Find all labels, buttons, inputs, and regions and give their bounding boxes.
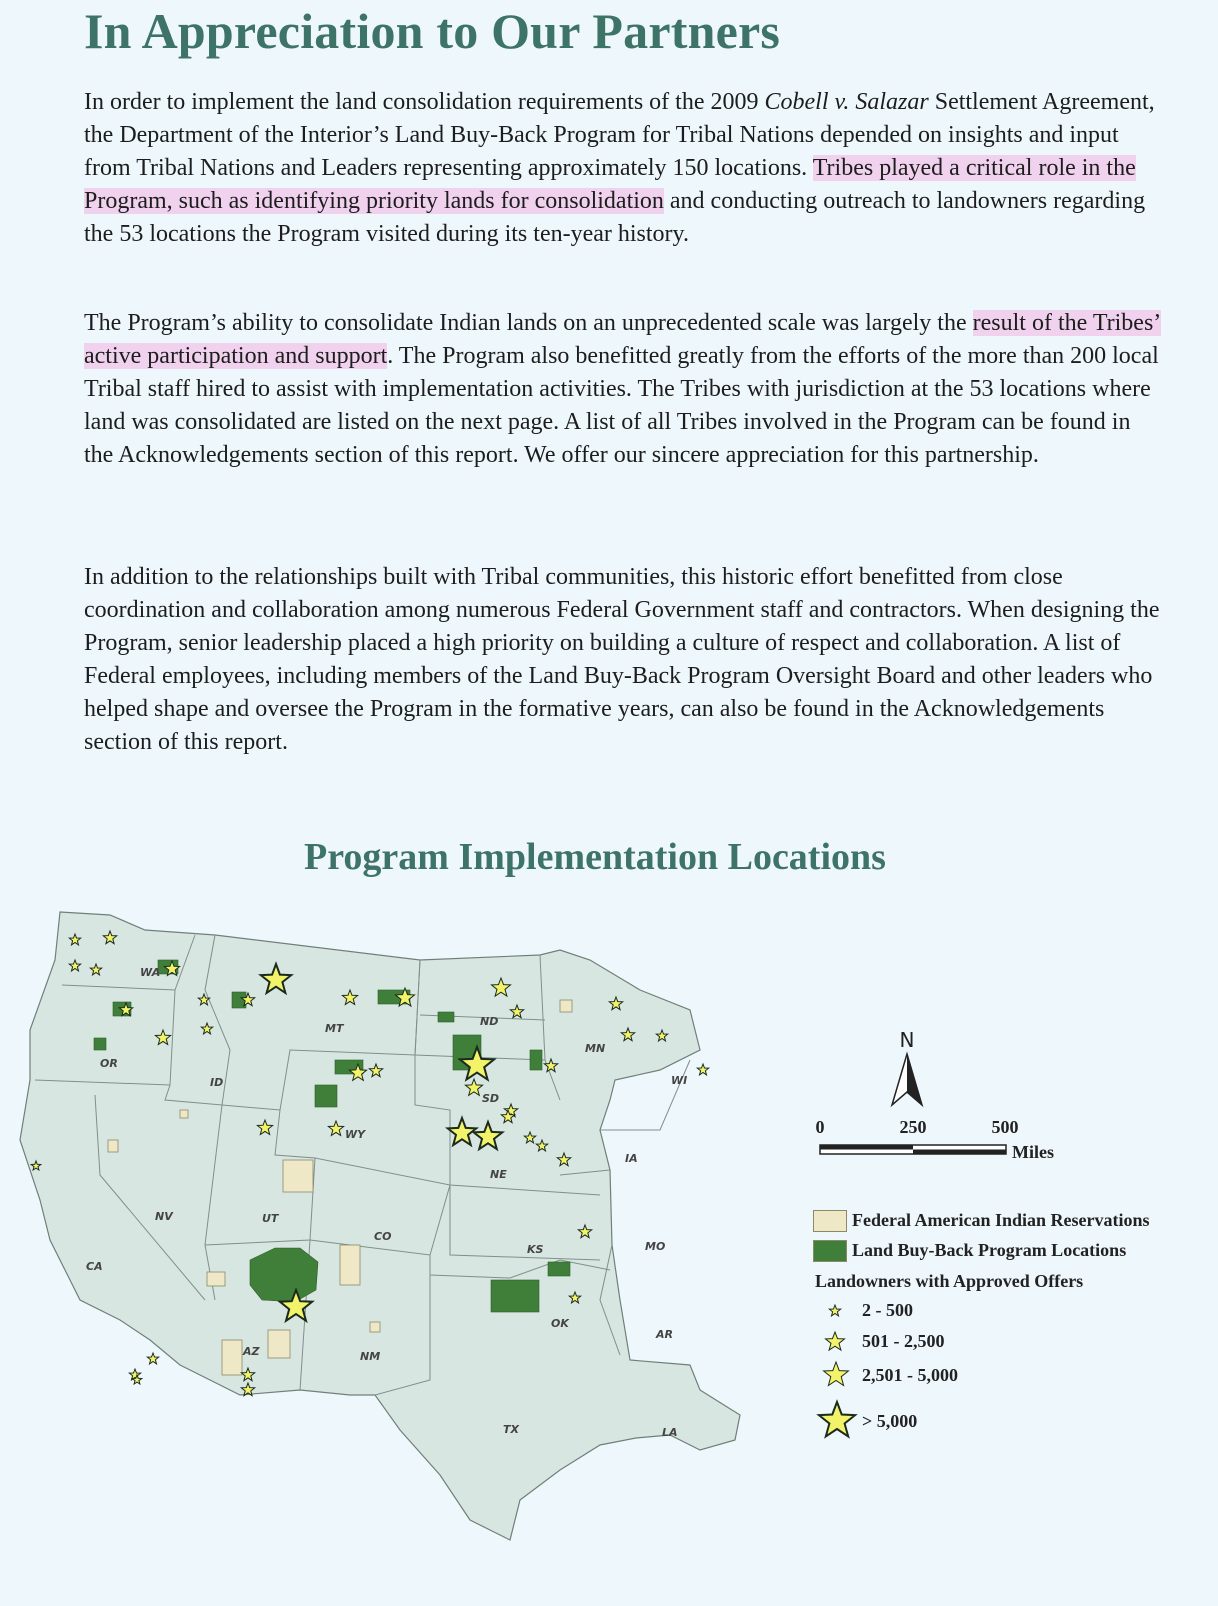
state-label: LA [662, 1426, 678, 1439]
svg-text:0: 0 [815, 1117, 825, 1137]
highlight: Tribes played a critical role in the Program, such as identifying priority lands for consolidation [84, 155, 1136, 214]
state-label: NE [490, 1168, 507, 1181]
scale-bar [816, 1117, 1055, 1162]
state-label: MO [645, 1240, 666, 1253]
state-label: CO [374, 1230, 392, 1243]
svg-text:500: 500 [991, 1117, 1019, 1137]
us-map [0, 905, 1218, 1606]
state-label: KS [527, 1243, 544, 1256]
paragraph-3: In addition to the relationships built with Tribal communities, this historic effort benefitted from close coordination and collaboration among numerous Federal Government staff and contractors. When designing the Program, senior leadership placed a high priority on building a culture of respect and collaboration. A list of Federal employees, including members of the Land Buy-Back Program Oversight Board and other leaders who helped shape and oversee the Program in the formative years, can also be found in the Acknowledgements section of this report. [84, 564, 1160, 755]
state-label: MN [585, 1042, 606, 1055]
legend-locations: Land Buy-Back Program Locations [852, 1240, 1127, 1260]
state-label: NM [360, 1350, 381, 1363]
legend-size-3: 2,501 - 5,000 [862, 1365, 958, 1385]
state-label: WY [345, 1128, 366, 1141]
state-label: MT [325, 1022, 344, 1035]
state-label: UT [262, 1212, 279, 1225]
state-label: ID [210, 1076, 224, 1089]
star-icon [697, 1064, 708, 1075]
legend-reservations: Federal American Indian Reservations [852, 1210, 1150, 1230]
page-title: In Appreciation to Our Partners [84, 3, 781, 59]
paragraph-2: The Program’s ability to consolidate Indian lands on an unprecedented scale was largely the result of the Tribes’ active participation and support. The Program also benefitted greatly from the efforts of the more than 200 local Tribal staff hired to assist with implementation activities. The Tribes with jurisdiction at the 53 locations where land was consolidated are listed on the next page. A list of all Tribes involved in the Program can be found in the Acknowledgements section of this report. We offer our sincere appreciation for this partnership. [84, 310, 1162, 468]
state-label: CA [86, 1260, 103, 1273]
state-label: OK [551, 1317, 569, 1330]
state-label: WI [671, 1074, 688, 1087]
state-label: SD [482, 1092, 500, 1105]
north-arrow-icon [892, 1028, 922, 1105]
state-label: AR [656, 1328, 673, 1341]
paragraph-1: In order to implement the land consolidation requirements of the 2009 Cobell v. Salazar Settlement Agreement, the Department of the Interior’s Land Buy-Back Program for Tribal Nations depended on insights and input from Tribal Nations and Leaders representing approximately 150 locations. Tribes played a critical role in the Program, such as identifying priority lands for consolidation and conducting outreach to landowners regarding the 53 locations the Program visited during its ten-year history. [84, 89, 1155, 247]
legend-size-4: > 5,000 [862, 1411, 918, 1431]
star-icon [147, 1353, 158, 1364]
state-label: IA [625, 1152, 638, 1165]
legend-size-2: 501 - 2,500 [862, 1331, 945, 1351]
state-label: WA [140, 966, 161, 979]
map-title: Program Implementation Locations [304, 836, 886, 878]
highlight: result of the Tribes’ active participation and support [84, 310, 1162, 369]
state-label: AZ [243, 1345, 260, 1358]
svg-text:Miles: Miles [1012, 1142, 1054, 1162]
state-label: OR [100, 1057, 118, 1070]
legend-size-1: 2 - 500 [862, 1300, 913, 1320]
state-label: TX [503, 1423, 519, 1436]
legend-offers-title: Landowners with Approved Offers [815, 1271, 1084, 1291]
state-label: NV [155, 1210, 173, 1223]
svg-text:250: 250 [899, 1117, 927, 1137]
svg-text:N: N [899, 1028, 915, 1052]
state-label: ND [480, 1015, 499, 1028]
